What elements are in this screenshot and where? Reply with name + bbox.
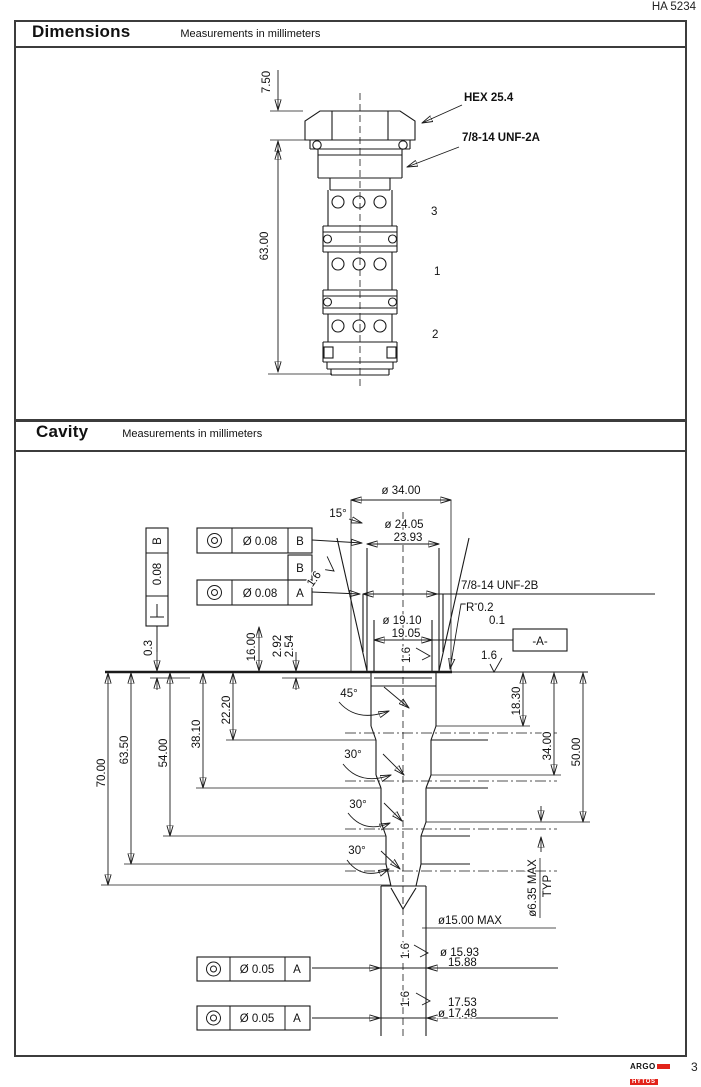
roughness-value: 1.6 <box>305 569 325 590</box>
dim-angle-30: 30° <box>344 749 362 761</box>
port-label-1: 1 <box>434 266 441 278</box>
dim-dep-03: 0.3 <box>143 640 155 656</box>
roughness-value: 1.6 <box>400 943 412 959</box>
dim-dep-3810: 38.10 <box>191 719 203 749</box>
dim-dep-3400: 34.00 <box>542 731 554 761</box>
frame3-datum: A <box>293 964 301 976</box>
roughness-value: 1.6 <box>401 647 413 663</box>
frame2-datum: A <box>296 588 304 600</box>
cavity-drawing <box>96 485 655 1038</box>
dim-overall-length: 63.00 <box>259 231 271 261</box>
dim-d19-hi: ø 19.10 <box>382 615 422 627</box>
frame1-datum: B <box>296 536 304 548</box>
cavity-subtitle: Measurements in millimeters <box>122 428 263 440</box>
port-label-2: 2 <box>432 329 439 341</box>
dim-angle-45: 45° <box>340 688 358 700</box>
label-hex: HEX 25.4 <box>464 92 514 104</box>
perp-datum: B <box>152 537 164 545</box>
concentricity-icon <box>208 534 222 548</box>
dimensions-subtitle: Measurements in millimeters <box>180 28 321 40</box>
datum-a-label: -A- <box>532 636 548 648</box>
dim-dep-16: 16.00 <box>246 632 258 662</box>
perpendicularity-frame <box>146 528 168 652</box>
dim-d1593-lo: 15.88 <box>448 957 477 969</box>
dim-radius-hi: R 0.2 <box>466 602 494 614</box>
concentricity-icon <box>207 1011 221 1025</box>
dim-d1753-hi: 17.53 <box>448 997 477 1009</box>
frame3-tolerance: Ø 0.05 <box>239 964 275 976</box>
perpendicularity-icon <box>150 604 164 617</box>
dim-d1753-lo: ø 17.48 <box>438 1008 477 1020</box>
concentricity-icon <box>208 586 222 600</box>
dim-port-dia: ø6.35 MAX <box>527 859 539 917</box>
label-thread-2a: 7/8-14 UNF-2A <box>462 132 540 144</box>
dim-hex-height: 7.50 <box>261 70 273 94</box>
frame4-datum: A <box>293 1013 301 1025</box>
frame2-datum-b: B <box>296 563 304 575</box>
perp-tolerance: 0.08 <box>152 562 164 586</box>
logo-red-block <box>657 1064 670 1069</box>
roughness-value: 1.6 <box>481 650 497 662</box>
dim-dep-5400: 54.00 <box>158 738 170 768</box>
dim-port-dia-typ: TYP <box>542 874 554 898</box>
roughness-value: 1.6 <box>400 991 412 1007</box>
dim-angle-30: 30° <box>348 845 366 857</box>
frame2-tolerance: Ø 0.08 <box>242 588 278 600</box>
dim-dep-2220: 22.20 <box>221 695 233 725</box>
port-axes <box>345 733 557 871</box>
dim-dep-7000: 70.00 <box>96 758 108 788</box>
dim-d24-hi: ø 24.05 <box>384 519 424 531</box>
dim-d24-lo: 23.93 <box>393 532 423 544</box>
dim-chamfer-angle: 15° <box>329 508 347 520</box>
dim-dep-254: 2.54 <box>284 634 296 658</box>
concentricity-frame-2 <box>197 555 360 605</box>
dim-dep-292: 2.92 <box>272 634 284 658</box>
dim-dep-5000: 50.00 <box>571 737 583 767</box>
cavity-title: Cavity <box>36 422 89 441</box>
dim-dep-6350: 63.50 <box>119 735 131 765</box>
dim-dep-1830: 18.30 <box>511 686 523 716</box>
frame1-tolerance: Ø 0.08 <box>242 536 278 548</box>
dim-d34: ø 34.00 <box>381 485 421 497</box>
frame4-tolerance: Ø 0.05 <box>239 1013 275 1025</box>
logo-text-argo: ARGO <box>630 1062 656 1071</box>
logo-text-hytos: HYTOS <box>632 1079 656 1085</box>
dim-nose-dia: ø15.00 MAX <box>438 915 502 927</box>
dim-angle-30: 30° <box>349 799 367 811</box>
dim-d19-lo: 19.05 <box>391 628 421 640</box>
concentricity-icon <box>207 962 221 976</box>
valve-drawing <box>259 70 540 387</box>
doc-number: HA 5234 <box>651 1 696 13</box>
dim-d1593-hi: ø 15.93 <box>440 947 479 959</box>
dimensions-title: Dimensions <box>32 22 131 41</box>
cavity-profile-lower <box>371 672 488 1036</box>
port-label-3: 3 <box>431 206 438 218</box>
dim-radius-lo: 0.1 <box>489 615 505 627</box>
argo-hytos-logo <box>630 1063 676 1087</box>
label-thread-2b: 7/8-14 UNF-2B <box>461 580 539 592</box>
page-number: 3 <box>691 1060 698 1074</box>
